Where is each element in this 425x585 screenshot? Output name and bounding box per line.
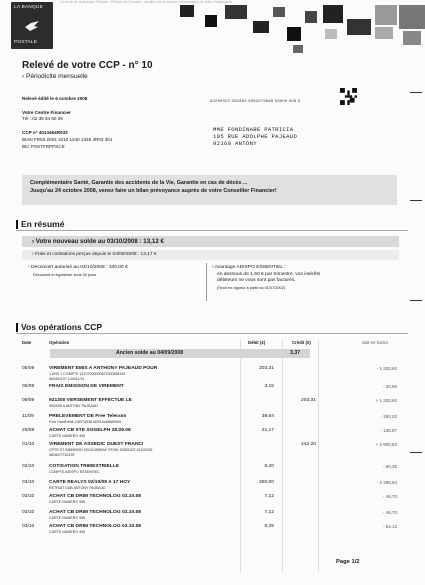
section-rule <box>16 230 408 231</box>
row-detail-line1: CARTE NUMERO 455 <box>49 530 86 534</box>
col-debit: Débit (€) <box>248 340 266 345</box>
centre-label: Votre Centre Financier <box>22 110 71 115</box>
col-credit: Crédit (€) <box>292 340 311 345</box>
row-francs: - 46,70 <box>382 510 397 515</box>
row-date: 05/09 <box>22 384 35 389</box>
row-francs: - 2 295,84 <box>376 480 397 485</box>
row-operation: ACHAT CB DRIM TECHNOLOG 02.10.08 <box>49 510 142 515</box>
row-date: 03/10 <box>22 480 35 485</box>
row-francs: - 138,87 <box>380 428 397 433</box>
column-divider <box>240 340 241 572</box>
row-debit: 21,17 <box>261 428 274 433</box>
fees-line: › Frais et cotisations perçus depuis le 04/09/2008 : 13,17 € <box>22 250 399 260</box>
col-francs: Soit en francs <box>362 340 389 345</box>
row-detail <box>49 420 121 425</box>
overdraft-text: › Découvert autorisé au 03/10/2008 : 100,00 € <box>28 265 128 270</box>
row-detail <box>49 516 85 521</box>
row-detail-line1: CARTE NUMERO 455 <box>49 516 86 520</box>
overdraft-block <box>28 265 128 278</box>
overdraft-value: Découvert autorisé au 03/10/2008 : 100,00 € <box>31 265 128 270</box>
column-divider <box>282 340 283 572</box>
row-detail <box>49 404 98 409</box>
reference-code: 00299022 000363 0052079665 05900 008 0 <box>210 98 301 103</box>
bird-emblem-icon <box>23 17 41 35</box>
promo-line2: Jusqu'au 24 octobre 2008, venez faire un bilan prévoyance auprès de votre Conseiller Financier! <box>30 188 277 194</box>
resume-heading <box>16 219 64 229</box>
row-credit: 442,20 <box>301 442 316 447</box>
fees-text: Frais et cotisations perçus depuis le 04/09/2008 : 13,17 € <box>34 252 157 257</box>
logo-text-line1: LA BANQUE <box>14 5 43 10</box>
row-date: 01/10 <box>22 442 35 447</box>
row-francs: + 1 333,62 <box>375 398 397 403</box>
row-francs: + 2 900,63 <box>375 442 397 447</box>
section-rule <box>16 333 408 334</box>
row-operation: FRAIS EMISSION DE VIREMENT <box>49 384 124 389</box>
row-operation: ACHAT CB DRIM TECHNOLOG 02.10.08 <box>49 524 142 529</box>
row-detail <box>49 434 85 439</box>
row-detail <box>49 470 100 475</box>
row-date: 09/09 <box>22 398 35 403</box>
promo-line1: Complémentaire Santé, Garantie des accidents de la Vie, Garantie en cas de décès ... <box>30 180 248 186</box>
row-operation: COTISATION TRIMESTRIELLE <box>49 464 120 469</box>
statement-subtitle: › Périodicité mensuelle <box>22 73 88 80</box>
qr-code-icon <box>340 88 357 105</box>
previous-balance-row <box>50 349 310 358</box>
row-date: 11/09 <box>22 414 34 419</box>
row-operation: VIREMENT EMIS A ANTHONY PAJEAUD POUR <box>49 366 158 371</box>
fold-mark <box>410 452 422 453</box>
row-detail-line1: CPTR ST 5/889000D 00121456RAF ST091 62851307 01102008 <box>49 448 153 452</box>
avantage-line1: en dessous de 1,50 € par trimestre, vos intérêts <box>217 271 321 277</box>
row-detail-line1: CARTE NUMERO 455 <box>49 500 86 504</box>
row-detail <box>49 530 85 535</box>
column-divider <box>318 340 319 572</box>
previous-balance-value: 3,37 <box>290 350 301 356</box>
row-francs: - 60,35 <box>382 464 397 469</box>
row-date: 03/10 <box>22 494 35 499</box>
row-detail <box>49 486 106 491</box>
row-detail-line1: RETRAIT DAB ANTONY PAJEAUD <box>49 486 106 490</box>
row-credit: 203,31 <box>301 398 316 403</box>
recipient-city: 92160 ANTONY <box>213 140 257 147</box>
row-date: 29/09 <box>22 428 35 433</box>
overdraft-note: Découvert à régulariser sous 30 jours. <box>33 272 98 277</box>
row-debit: 203,31 <box>259 366 274 371</box>
centre-phone: Tél : 02 38 64 50 25 <box>22 116 63 121</box>
recipient-street: 195 RUE ADOLPHE PAJEAUD <box>213 133 298 140</box>
bank-logo <box>11 2 53 49</box>
iban: IBAN FR53 2004 1010 1240 1345 4R03 301 <box>22 137 113 142</box>
ccp-number: CCP n° 4013464R033 <box>22 130 68 135</box>
new-balance-text: Votre nouveau solde au 03/10/2008 : 13,12 € <box>35 238 164 245</box>
row-detail <box>49 448 152 457</box>
recipient-name: MME FONDINARE PATRICIA <box>213 126 294 133</box>
statement-title: Relevé de votre CCP - n° 10 <box>22 60 153 71</box>
row-debit: 39,64 <box>261 414 274 419</box>
operations-table-header <box>22 340 399 348</box>
row-date: 03/10 <box>22 510 35 515</box>
row-detail <box>49 500 85 505</box>
row-operation: CARTE REALYS 02/10/08 A 17 HOY <box>49 480 131 485</box>
fold-mark <box>410 92 422 93</box>
col-date: Date <box>22 340 32 345</box>
row-debit: 3,15 <box>264 384 274 389</box>
row-operation: 921300 VERSEMENT EFFECTUE LE <box>49 398 132 403</box>
row-detail-line1: CARTE NUMERO 455 <box>49 434 86 438</box>
row-detail-line1: 09/2008 A ANTONY PAJEAUD <box>49 404 98 408</box>
page-number: Page 1/2 <box>336 559 360 565</box>
bic: BIC PSSTFRPPSCE <box>22 144 65 149</box>
operations-heading-text: Vos opérations CCP <box>21 322 103 332</box>
row-detail-line2: 082847/T1A15F <box>49 452 75 457</box>
row-date: 05/09 <box>22 366 35 371</box>
row-francs: - 46,70 <box>382 494 397 499</box>
row-detail <box>49 372 126 381</box>
row-operation: VIREMENT DE ASSEDIC OUEST FRANCI <box>49 442 144 447</box>
fold-mark <box>410 300 422 301</box>
row-debit: 9,20 <box>264 464 274 469</box>
avantage-line2: débiteurs ne vous sont pas facturés. <box>217 278 296 284</box>
row-francs: - 260,02 <box>380 414 397 419</box>
avantage-title: › Avantage ADISPO ESSENTIEL : <box>212 265 286 270</box>
col-operation: Opération <box>49 340 70 345</box>
row-debit: 350,00 <box>259 480 274 485</box>
row-detail-line1: 1 ANS 1 COMPTE 14707000000872200556181 <box>49 372 126 376</box>
operations-heading <box>16 322 102 332</box>
avantage-block <box>212 265 320 291</box>
row-francs: - 54,12 <box>382 524 397 529</box>
row-francs: - 20,66 <box>382 384 397 389</box>
new-balance-bar: › Votre nouveau solde au 03/10/2008 : 13,12 € <box>22 236 399 247</box>
avantage-note: (Seuil en vigueur à partir du 01/07/2002) <box>217 285 285 290</box>
row-date: 02/10 <box>22 464 35 469</box>
row-debit: 8,25 <box>264 524 274 529</box>
row-debit: 7,12 <box>264 494 274 499</box>
row-debit: 7,12 <box>264 510 274 515</box>
recipient-address <box>213 126 297 147</box>
promo-banner <box>22 175 397 205</box>
vertical-separator <box>206 263 207 301</box>
row-date: 03/10 <box>22 524 35 529</box>
resume-heading-text: En résumé <box>21 219 65 229</box>
fold-mark <box>410 200 422 201</box>
row-detail-line1: Free HautDebit 115973538 MDD1s46b85909 <box>49 420 122 424</box>
row-detail-line1: COMPTE ADISPO ESSENTIEL <box>49 470 100 474</box>
row-francs: - 1 333,62 <box>376 366 397 371</box>
row-operation: ACHAT CB DRIM TECHNOLOG 02.10.08 <box>49 494 142 499</box>
avantage-title-text: Avantage ADISPO ESSENTIEL : <box>214 265 286 270</box>
previous-balance-label: Ancien solde au 04/09/2008 <box>116 350 184 356</box>
row-operation: PRELEVEMENT DE Free Telecom <box>49 414 127 419</box>
top-fine-print: Le texte de la Banque Postale · Relevé de Compte · veuillez lire la section Informations de l'offre Particuliers <box>60 0 233 4</box>
logo-text-line2: POSTALE <box>14 40 38 45</box>
statement-date: Relevé édité le 6 octobre 2008 <box>22 96 88 101</box>
subtitle-text: Périodicité mensuelle <box>25 73 88 80</box>
header-mosaic-decoration <box>175 5 425 55</box>
row-detail-line2: 800401197 144011/11 <box>49 376 85 381</box>
row-operation: ACHAT CB STE SOGELPH 28.09.08 <box>49 428 131 433</box>
